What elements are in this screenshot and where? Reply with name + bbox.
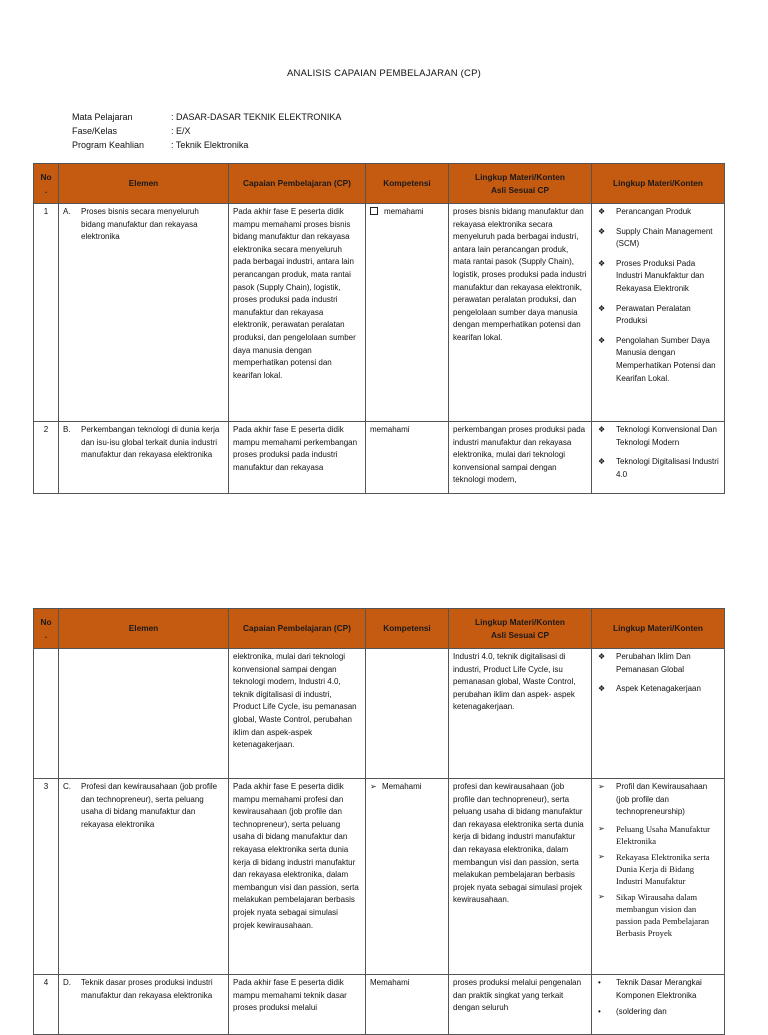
lingkup-asli-cell: perkembangan proses produksi pada industri manufaktur dan rekayasa elektronika, mulai dari teknologi konvensional sampai dengan teknologi modern, bbox=[449, 422, 592, 494]
lingkup-cell bbox=[592, 649, 725, 779]
meta-label: Mata Pelajaran bbox=[72, 112, 133, 122]
meta-label: Program Keahlian bbox=[72, 140, 145, 150]
elemen-cell bbox=[59, 422, 229, 494]
kompetensi-cell bbox=[366, 649, 449, 779]
diamond-bullet-icon: ❖ bbox=[598, 684, 606, 694]
diamond-bullet-icon: ❖ bbox=[598, 226, 606, 236]
meta-label: Fase/Kelas bbox=[72, 126, 118, 136]
list-item: ❖ Proses Produksi Pada Industri Manukfaktur dan Rekayasa Elektronik bbox=[598, 258, 705, 293]
elemen-text: Perkembangan teknologi di dunia kerja dan isu-isu global terkait dunia industri manufaktur dan rekayasa elektronika bbox=[81, 425, 220, 460]
document-meta bbox=[72, 110, 341, 152]
list-item: • (soldering dan bbox=[596, 1006, 720, 1019]
table-row bbox=[34, 649, 725, 779]
lingkup-cell bbox=[592, 779, 725, 975]
header-kompetensi: Kompetensi bbox=[366, 609, 449, 649]
elemen-cell bbox=[59, 779, 229, 975]
elemen-text: Proses bisnis secara menyeluruh bidang manufaktur dan rekayasa elektronika bbox=[81, 207, 199, 242]
diamond-bullet-icon: ❖ bbox=[598, 258, 606, 268]
diamond-bullet-icon: ❖ bbox=[598, 207, 606, 216]
row-number: 3 bbox=[34, 779, 59, 975]
lingkup-asli-cell: proses bisnis bidang manufaktur dan rekayasa elektronika secara menyeluruh pada berbagai industri, antara lain perancangan produk, mata rantai pasok (Supply Chain), logistik, proses produksi pada industri manufaktur dan rekayasa elektronik, perawatan peralatan produksi, dan pengelolaan sumber daya manusia dengan memperhatikan potensi dan kearifan lokal. bbox=[449, 204, 592, 422]
capaian-cell: elektronika, mulai dari teknologi konvensional sampai dengan teknologi modern, Industri 4.0, teknik digitalisasi di industri, Product Life Cycle, isu pemanasan global, Waste Control, perubahan iklim dan aspek-aspek ketenagakerjaan. bbox=[229, 649, 366, 779]
list-item: ➢ Peluang Usaha Manufaktur Elektronika bbox=[598, 823, 711, 846]
diamond-bullet-icon: ❖ bbox=[598, 457, 606, 467]
kompetensi-cell: memahami bbox=[366, 204, 449, 422]
lingkup-cell bbox=[592, 204, 725, 422]
meta-row-program bbox=[72, 138, 341, 152]
list-item: ❖ Teknologi Konvensional Dan Teknologi Modern bbox=[598, 425, 717, 447]
capaian-cell: Pada akhir fase E peserta didik mampu memahami perkembangan proses produksi pada industri manufaktur dan rekayasa bbox=[229, 422, 366, 494]
lingkup-cell bbox=[592, 422, 725, 494]
table-row bbox=[34, 779, 725, 975]
header-elemen: Elemen bbox=[59, 609, 229, 649]
dot-bullet-icon: • bbox=[598, 978, 601, 987]
lingkup-asli-cell: profesi dan kewirausahaan (job profile dan technopreneur), serta peluang usaha di bidang manufaktur dan rekayasa elektronika serta dunia kerja di bidang industri manufaktur dan rekayasa elektronika, dalam membangun visi dan passion, serta melakukan pembelajaran berbasis projek nyata sebagai simulasi projek kewirausahaan. bbox=[449, 779, 592, 975]
lingkup-cell bbox=[592, 975, 725, 1035]
lingkup-asli-cell: Industri 4.0, teknik digitalisasi di industri, Product Life Cycle, isu pemanasan global, Waste Control, perubahan iklim dan aspek- aspek ketenagakerjaan. bbox=[449, 649, 592, 779]
diamond-bullet-icon: ❖ bbox=[598, 335, 606, 345]
header-capaian: Capaian Pembelajaran (CP) bbox=[229, 609, 366, 649]
meta-row-phase bbox=[72, 124, 341, 138]
header-kompetensi: Kompetensi bbox=[366, 164, 449, 204]
list-item: ❖ Teknologi Digitalisasi Industri 4.0 bbox=[598, 457, 719, 479]
arrow-bullet-icon: ➢ bbox=[598, 823, 605, 833]
lingkup-asli-cell: proses produksi melalui pengenalan dan praktik singkat yang terkait dengan seluruh bbox=[449, 975, 592, 1035]
table-row bbox=[34, 975, 725, 1035]
header-lingkup: Lingkup Materi/Konten bbox=[592, 164, 725, 204]
elemen-text: Profesi dan kewirausahaan (job profile dan technopreneur), serta peluang usaha di bidang manufaktur dan rekayasa elektronika bbox=[81, 782, 218, 829]
arrow-bullet-icon: ➢ bbox=[598, 851, 605, 861]
diamond-bullet-icon: ❖ bbox=[598, 425, 606, 434]
list-item: ❖ Perancangan Produk bbox=[596, 206, 720, 219]
list-item: ❖ Supply Chain Management (SCM) bbox=[598, 226, 713, 249]
header-no: No . bbox=[34, 164, 59, 204]
capaian-cell: Pada akhir fase E peserta didik mampu memahami teknik dasar proses produksi melalui bbox=[229, 975, 366, 1035]
list-item: ➢ Profil dan Kewirausahaan (job profile dan technopreneurship) bbox=[598, 782, 708, 817]
diamond-bullet-icon: ❖ bbox=[598, 652, 606, 661]
arrow-bullet-icon: ➢ bbox=[370, 782, 377, 791]
cp-table-page-1 bbox=[33, 163, 725, 494]
kompetensi-cell: ➢ Memahami bbox=[366, 779, 449, 975]
elemen-label: A. bbox=[63, 207, 71, 216]
meta-value: : DASAR-DASAR TEKNIK ELEKTRONIKA bbox=[171, 112, 342, 122]
header-capaian: Capaian Pembelajaran (CP) bbox=[229, 164, 366, 204]
elemen-text: Teknik dasar proses produksi industri manufaktur dan rekayasa elektronika bbox=[81, 978, 213, 1000]
list-item: ❖ Perubahan Iklim Dan Pemanasan Global bbox=[598, 652, 691, 674]
dot-bullet-icon: • bbox=[598, 1007, 601, 1017]
header-lingkup: Lingkup Materi/Konten bbox=[592, 609, 725, 649]
meta-value: : E/X bbox=[171, 126, 191, 136]
kompetensi-cell: memahami bbox=[366, 422, 449, 494]
elemen-label: C. bbox=[63, 782, 71, 791]
list-item: ➢ Sikap Wirausaha dalam membangun vision dan passion pada Pembelajaran Berbasis Proyek bbox=[598, 891, 710, 938]
table-row bbox=[34, 204, 725, 422]
kompetensi-cell: Memahami bbox=[366, 975, 449, 1035]
list-item: ➢ Rekayasa Elektronika serta Dunia Kerja di Bidang Industri Manufaktur bbox=[598, 851, 710, 886]
table-row bbox=[34, 422, 725, 494]
table-header-row bbox=[34, 164, 725, 204]
header-lingkup-asli: Lingkup Materi/Konten Asli Sesuai CP bbox=[449, 609, 592, 649]
meta-value: : Teknik Elektronika bbox=[171, 140, 249, 150]
elemen-cell bbox=[59, 975, 229, 1035]
arrow-bullet-icon: ➢ bbox=[598, 891, 605, 901]
list-item: • Teknik Dasar Merangkai Komponen Elektronika bbox=[598, 978, 702, 1000]
row-number: 2 bbox=[34, 422, 59, 494]
row-number: 1 bbox=[34, 204, 59, 422]
capaian-cell: Pada akhir fase E peserta didik mampu memahami profesi dan kewirausahaan (job profile dan technopreneur), serta peluang usaha di bidang manufaktur dan rekayasa elektronika serta dunia kerja di bidang industri manufaktur dan rekayasa elektronika, dalam membangun visi dan passion, serta melakukan pembelajaran berbasis projek nyata sebagai simulasi projek kewirausahaan. bbox=[229, 779, 366, 975]
header-no: No . bbox=[34, 609, 59, 649]
cp-table-page-2 bbox=[33, 608, 725, 1035]
list-item: ❖ Perawatan Peralatan Produksi bbox=[598, 303, 691, 326]
document-title: ANALISIS CAPAIAN PEMBELAJARAN (CP) bbox=[286, 68, 482, 79]
elemen-label: B. bbox=[63, 425, 71, 434]
elemen-cell bbox=[59, 649, 229, 779]
header-lingkup-asli: Lingkup Materi/Konten Asli Sesuai CP bbox=[449, 164, 592, 204]
meta-row-subject bbox=[72, 110, 341, 124]
table-header-row bbox=[34, 609, 725, 649]
elemen-label: D. bbox=[63, 978, 71, 987]
header-elemen: Elemen bbox=[59, 164, 229, 204]
arrow-bullet-icon: ➢ bbox=[598, 782, 605, 791]
capaian-cell: Pada akhir fase E peserta didik mampu memahami proses bisnis bidang manufaktur dan rekayasa elektronika secara menyeluruh pada berbagai industri, antara lain perancangan produk, mata rantai pasok (Supply Chain), logistik, proses produksi pada industri manufaktur dan rekayasa elektronik, perawatan peralatan produksi, dan pengelolaan sumber daya manusia dengan memperhatikan potensi dan kearifan lokal. bbox=[229, 204, 366, 422]
list-item: ❖ Pengolahan Sumber Daya Manusia dengan Memperhatikan Potensi dan Kearifan Lokal. bbox=[598, 335, 716, 383]
diamond-bullet-icon: ❖ bbox=[598, 303, 606, 313]
row-number bbox=[34, 649, 59, 779]
row-number: 4 bbox=[34, 975, 59, 1035]
elemen-cell bbox=[59, 204, 229, 422]
list-item: ❖ Aspek Ketenagakerjaan bbox=[596, 683, 720, 696]
checkbox-icon bbox=[370, 207, 378, 215]
